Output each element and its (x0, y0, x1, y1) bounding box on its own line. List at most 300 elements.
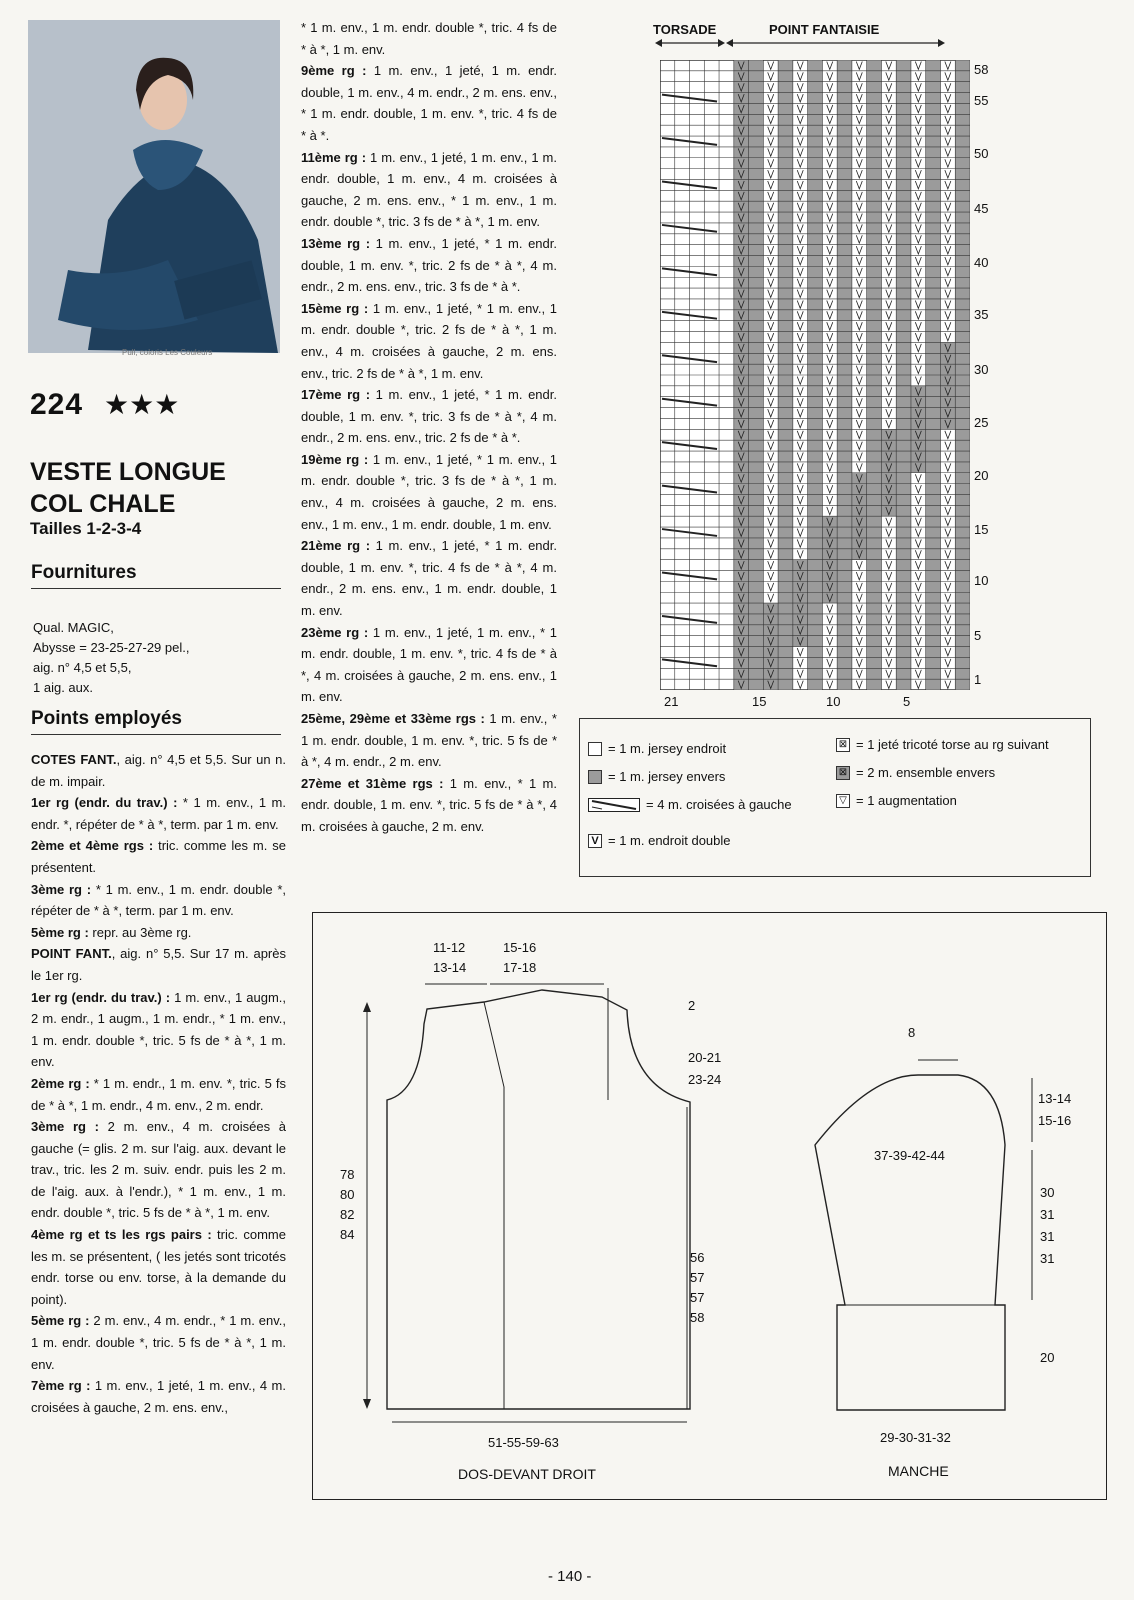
page-number: - 140 - (548, 1568, 592, 1585)
chart-cell-purl (926, 277, 941, 288)
chart-cell-purl (837, 147, 852, 158)
chart-cell-purl (867, 516, 882, 527)
chart-cell-purl (867, 505, 882, 516)
chart-cell-purl (896, 418, 911, 429)
chart-cell-purl (749, 71, 764, 82)
chart-cell-purl (808, 321, 823, 332)
chart-legend (579, 718, 1091, 877)
supplies-list (33, 618, 189, 698)
chart-cell-purl (867, 647, 882, 658)
chart-cell-purl (955, 342, 970, 353)
chart-cell-purl (896, 60, 911, 71)
chart-cell-purl (837, 353, 852, 364)
chart-cell-purl (867, 603, 882, 614)
chart-cell-purl (749, 625, 764, 636)
chart-cell-purl (867, 429, 882, 440)
col-label: 10 (826, 694, 841, 709)
chart-cell-purl (808, 277, 823, 288)
chart-cell-purl (749, 429, 764, 440)
chart-cell-purl (867, 614, 882, 625)
chart-cell-purl (778, 386, 793, 397)
chart-cell-purl (896, 451, 911, 462)
chart-cell-purl (749, 571, 764, 582)
chart-cell-purl (808, 538, 823, 549)
chart-cell-purl (926, 364, 941, 375)
chart-cell-purl (778, 266, 793, 277)
shoulder-width-2: 17-18 (503, 960, 537, 975)
chart-cell-purl (808, 190, 823, 201)
chart-cell-purl (896, 668, 911, 679)
chart-cell-purl (955, 223, 970, 234)
chart-cell-purl (867, 201, 882, 212)
chart-cell-purl (926, 494, 941, 505)
chart-cell-purl (896, 234, 911, 245)
chart-cell-purl (749, 473, 764, 484)
chart-cell-purl (867, 451, 882, 462)
chart-cell-purl (926, 147, 941, 158)
chart-cell-purl (749, 549, 764, 560)
instructions-column-2 (301, 17, 557, 838)
chart-cell-purl (749, 397, 764, 408)
chart-cell-purl (808, 668, 823, 679)
chart-cell-purl (837, 310, 852, 321)
chart-cell-purl (926, 657, 941, 668)
chart-cell-purl (837, 93, 852, 104)
row-label: 10 (974, 573, 989, 588)
chart-cell-purl (867, 560, 882, 571)
chart-cell-purl (926, 342, 941, 353)
chart-cell-purl (926, 462, 941, 473)
chart-cell-purl (749, 657, 764, 668)
chart-cell-purl (867, 418, 882, 429)
chart-cell-purl (926, 647, 941, 658)
chart-cell-purl (749, 190, 764, 201)
chart-cell-purl (926, 625, 941, 636)
chart-cell-purl (867, 636, 882, 647)
chart-cell-purl (955, 114, 970, 125)
chart-cell-purl (837, 212, 852, 223)
chart-cell-purl (955, 571, 970, 582)
chart-cell-purl (837, 494, 852, 505)
chart-cell-purl (808, 494, 823, 505)
chart-cell-purl (955, 636, 970, 647)
chart-cell-purl (926, 332, 941, 343)
chart-cell-purl (867, 332, 882, 343)
chart-cell-purl (926, 136, 941, 147)
chart-cell-purl (896, 484, 911, 495)
cable-cross-icon (588, 798, 640, 812)
chart-cell-purl (837, 125, 852, 136)
chart-cell-purl (867, 592, 882, 603)
chart-cell-purl (749, 288, 764, 299)
chart-cell-purl (867, 364, 882, 375)
supplies-line: Abysse = 23-25-27-29 pel., (33, 640, 190, 655)
chart-cell-purl (749, 538, 764, 549)
chart-cell-purl (808, 549, 823, 560)
chart-cell-purl (749, 505, 764, 516)
chart-cell-purl (837, 190, 852, 201)
chart-cell-purl (749, 375, 764, 386)
chart-cell-purl (778, 125, 793, 136)
total-height: 78 80 82 84 (340, 1167, 355, 1242)
chart-cell-purl (926, 223, 941, 234)
chart-cell-purl (778, 103, 793, 114)
chart-cell-purl (749, 494, 764, 505)
chart-cell-purl (749, 93, 764, 104)
chart-cell-purl (837, 603, 852, 614)
chart-cell-purl (896, 136, 911, 147)
chart-cell-purl (955, 125, 970, 136)
chart-cell-purl (837, 625, 852, 636)
chart-cell-purl (808, 201, 823, 212)
chart-cell-purl (778, 169, 793, 180)
chart-cell-purl (926, 484, 941, 495)
chart-cell-purl (837, 505, 852, 516)
chart-cell-purl (955, 549, 970, 560)
row-label: 35 (974, 307, 989, 322)
chart-cell-purl (926, 190, 941, 201)
chart-cell-purl (808, 158, 823, 169)
chart-cell-purl (926, 560, 941, 571)
chart-cell-purl (837, 408, 852, 419)
chart-cell-purl (926, 375, 941, 386)
armhole-height-2: 23-24 (688, 1072, 722, 1087)
chart-cell-purl (926, 93, 941, 104)
chart-cell-purl (778, 505, 793, 516)
row-label: 5 (974, 628, 982, 643)
col-label: 15 (752, 694, 767, 709)
chart-cell-purl (778, 147, 793, 158)
chart-cell-purl (955, 321, 970, 332)
chart-cell-purl (808, 657, 823, 668)
chart-cell-purl (749, 82, 764, 93)
chart-cell-purl (808, 299, 823, 310)
chart-cell-purl (808, 505, 823, 516)
chart-cell-purl (778, 179, 793, 190)
instruction-paragraph: 3ème rg : 2 m. env., 4 m. croisées à gauche (= glis. 2 m. sur l'aig. aux. devant le trav., tric. les 2 m. suiv. endr. puis les 2 m. de l'aig. aux. à l'endr.), * 1 m. env., 1 m. endr. double *, tric. 5 fs de * à *, 1 m. env. (31, 1119, 286, 1221)
chart-cell-purl (955, 473, 970, 484)
chart-cell-purl (778, 190, 793, 201)
chart-cell-purl (808, 484, 823, 495)
chart-cell-purl (955, 484, 970, 495)
chart-cell-purl (749, 353, 764, 364)
chart-cell-purl (749, 299, 764, 310)
chart-cell-purl (749, 332, 764, 343)
chart-cell-purl (896, 71, 911, 82)
chart-cell-purl (896, 299, 911, 310)
chart-cell-purl (926, 234, 941, 245)
chart-cell-purl (955, 538, 970, 549)
chart-cell-purl (926, 614, 941, 625)
chart-cell-purl (955, 603, 970, 614)
body-schematic (312, 912, 732, 1500)
supplies-heading: Fournitures (31, 562, 281, 589)
instruction-paragraph: 3ème rg : * 1 m. env., 1 m. endr. double *, répéter de * à *, term. par 1 m. env. (31, 881, 287, 919)
chart-cell-purl (837, 614, 852, 625)
chart-cell-purl (837, 657, 852, 668)
chart-cell-purl (749, 277, 764, 288)
chart-cell-purl (778, 560, 793, 571)
instruction-paragraph: 5ème rg : repr. au 3ème rg. (31, 924, 192, 940)
chart-cell-purl (896, 353, 911, 364)
instruction-paragraph: 23ème rg : 1 m. env., 1 jeté, 1 m. env., * 1 m. endr. double, 1 m. env. *, tric. 4 fs de * à *, 4 m. croisées à gauche, 2 m. ens. env., 1 m. env. (301, 624, 557, 705)
chart-cell-purl (749, 386, 764, 397)
sleeve-schematic-label: MANCHE (888, 1463, 949, 1479)
chart-cell-purl (778, 158, 793, 169)
model-photo (28, 20, 280, 353)
col-label: 5 (903, 694, 911, 709)
chart-cell-purl (955, 668, 970, 679)
chart-cell-purl (867, 266, 882, 277)
chart-cell-purl (808, 462, 823, 473)
chart-cell-purl (837, 179, 852, 190)
instruction-paragraph: 17ème rg : 1 m. env., 1 jeté, * 1 m. endr. double, 1 m. env. *, tric. 3 fs de * à *, 4 m. endr., 2 m. ens. env., tric. 2 fs de * à *. (301, 387, 557, 446)
chart-cell-purl (867, 494, 882, 505)
chart-cell-purl (867, 353, 882, 364)
chart-cell-purl (749, 234, 764, 245)
chart-cell-purl (867, 82, 882, 93)
chart-cell-purl (778, 625, 793, 636)
chart-cell-purl (808, 256, 823, 267)
supplies-line: 1 aig. aux. (33, 680, 93, 695)
supplies-line: aig. n° 4,5 et 5,5, (33, 660, 132, 675)
chart-cell-purl (896, 386, 911, 397)
chart-cell-purl (837, 397, 852, 408)
chart-cell-purl (926, 418, 941, 429)
chart-cell-purl (867, 136, 882, 147)
chart-cell-purl (955, 375, 970, 386)
chart-cell-purl (926, 538, 941, 549)
chart-cell-purl (867, 679, 882, 690)
chart-cell-purl (955, 201, 970, 212)
title-line-2: COL CHALE (30, 490, 176, 518)
chart-cell-purl (896, 538, 911, 549)
chart-cell-purl (896, 560, 911, 571)
chart-cell-purl (808, 82, 823, 93)
chart-cell-purl (778, 212, 793, 223)
chart-cell-purl (749, 147, 764, 158)
chart-cell-purl (837, 223, 852, 234)
chart-cell-purl (896, 125, 911, 136)
chart-cell-purl (808, 636, 823, 647)
chart-cell-purl (778, 201, 793, 212)
chart-cell-purl (896, 288, 911, 299)
chart-cell-purl (867, 147, 882, 158)
chart-cell-purl (867, 473, 882, 484)
chart-cell-purl (926, 158, 941, 169)
chart-cell-purl (955, 332, 970, 343)
chart-cell-purl (837, 429, 852, 440)
chart-cell-purl (955, 364, 970, 375)
instruction-paragraph: COTES FANT., aig. n° 4,5 et 5,5. Sur un n. de m. impair. (31, 752, 286, 789)
chart-cell-purl (926, 408, 941, 419)
chart-cell-purl (778, 603, 793, 614)
chart-cell-purl (778, 114, 793, 125)
chart-cell-purl (749, 114, 764, 125)
chart-cell-purl (778, 549, 793, 560)
chart-cell-purl (778, 473, 793, 484)
chart-cell-purl (808, 473, 823, 484)
chart-cell-purl (808, 353, 823, 364)
chart-cell-purl (837, 114, 852, 125)
chart-cell-purl (955, 657, 970, 668)
chart-cell-purl (808, 560, 823, 571)
chart-cell-purl (926, 581, 941, 592)
knit-square-icon (588, 742, 602, 756)
chart-cell-purl (749, 201, 764, 212)
chart-cell-purl (749, 592, 764, 603)
chart-cell-purl (955, 103, 970, 114)
chart-cell-purl (896, 169, 911, 180)
chart-cell-purl (808, 614, 823, 625)
chart-cell-purl (808, 408, 823, 419)
chart-cell-purl (955, 256, 970, 267)
stitches-heading: Points employés (31, 708, 281, 735)
model-photo-illustration (28, 20, 280, 353)
chart-cell-purl (896, 147, 911, 158)
chart-cell-purl (867, 342, 882, 353)
chart-cell-purl (778, 408, 793, 419)
chart-cell-purl (867, 245, 882, 256)
chart-cell-purl (926, 516, 941, 527)
chart-cell-purl (867, 179, 882, 190)
chart-cell-purl (896, 614, 911, 625)
chart-cell-purl (955, 386, 970, 397)
chart-cell-purl (837, 560, 852, 571)
chart-cell-purl (896, 603, 911, 614)
chart-cell-purl (926, 114, 941, 125)
chart-cell-purl (955, 462, 970, 473)
chart-cell-purl (837, 364, 852, 375)
chart-cell-purl (778, 136, 793, 147)
chart-cell-purl (837, 451, 852, 462)
chart-cell-purl (778, 668, 793, 679)
chart-cell-purl (837, 136, 852, 147)
chart-cell-purl (955, 179, 970, 190)
chart-cell-purl (808, 288, 823, 299)
chart-cell-purl (837, 288, 852, 299)
twisted-yarnover-icon: ⊠ (836, 738, 850, 752)
chart-cell-purl (955, 60, 970, 71)
chart-cell-purl (837, 266, 852, 277)
chart-cell-purl (926, 60, 941, 71)
chart-cell-purl (749, 679, 764, 690)
chart-cell-purl (749, 364, 764, 375)
chart-cell-purl (955, 266, 970, 277)
chart-cell-purl (749, 516, 764, 527)
instruction-paragraph: 27ème et 31ème rgs : 1 m. env., * 1 m. endr. double, 1 m. env. *, tric. 5 fs de * à *, 4 m. croisées à gauche, 2 m. env. (301, 775, 557, 834)
chart-cell-purl (837, 332, 852, 343)
row-label: 58 (974, 62, 989, 77)
chart-cell-purl (867, 549, 882, 560)
instruction-paragraph: 11ème rg : 1 m. env., 1 jeté, 1 m. env., 1 m. endr. double, 1 m. env., 4 m. croisées à gauche, 2 m. ens. env., * 1 m. env., 1 m. endr. double *, tric. 3 fs de * à *, 1 m. env. (301, 149, 557, 230)
chart-cell-purl (867, 256, 882, 267)
armhole-height-1: 20-21 (688, 1050, 722, 1065)
chart-cell-purl (808, 169, 823, 180)
sizes: Tailles 1-2-3-4 (30, 519, 142, 538)
chart-cell-purl (837, 647, 852, 658)
chart-cell-purl (896, 516, 911, 527)
chart-cell-purl (896, 592, 911, 603)
chart-cell-purl (778, 418, 793, 429)
chart-cell-purl (955, 592, 970, 603)
chart-cell-purl (778, 310, 793, 321)
chart-cell-purl (867, 668, 882, 679)
chart-cell-purl (837, 169, 852, 180)
chart-cell-purl (808, 114, 823, 125)
chart-cell-purl (867, 234, 882, 245)
chart-cell-purl (896, 429, 911, 440)
chart-cell-purl (749, 451, 764, 462)
chart-cell-purl (955, 299, 970, 310)
chart-cell-purl (926, 288, 941, 299)
chart-cell-purl (749, 527, 764, 538)
chart-cell-purl (926, 397, 941, 408)
shoulder-width-1: 15-16 (503, 940, 537, 955)
chart-cell-purl (926, 473, 941, 484)
chart-cell-purl (896, 527, 911, 538)
chart-cell-purl (896, 223, 911, 234)
chart-cell-purl (778, 364, 793, 375)
chart-cell-purl (808, 418, 823, 429)
chart-cell-purl (955, 560, 970, 571)
instruction-paragraph: 1er rg (endr. du trav.) : * 1 m. env., 1 m. endr. *, répéter de * à *, term. par 1 m. env. (31, 795, 286, 832)
title-line-1: VESTE LONGUE (30, 458, 226, 486)
chart-cell-purl (837, 158, 852, 169)
chart-cell-purl (808, 375, 823, 386)
chart-cell-purl (926, 505, 941, 516)
chart-cell-purl (955, 190, 970, 201)
chart-cell-purl (808, 679, 823, 690)
chart-cell-purl (926, 125, 941, 136)
chart-cell-purl (867, 299, 882, 310)
chart-cell-purl (867, 212, 882, 223)
chart-cell-purl (955, 310, 970, 321)
torsade-label: TORSADE (653, 22, 717, 37)
difficulty-stars: ★★★ (104, 389, 180, 420)
chart-cell-purl (926, 201, 941, 212)
chart-cell-purl (896, 245, 911, 256)
purl-square-icon (588, 770, 602, 784)
chart-cell-purl (896, 190, 911, 201)
chart-cell-purl (778, 462, 793, 473)
chart-cell-purl (749, 136, 764, 147)
chart-cell-purl (808, 527, 823, 538)
chart-cell-purl (837, 103, 852, 114)
sleeve-cap-height-2: 15-16 (1038, 1113, 1072, 1128)
chart-cell-purl (867, 538, 882, 549)
chart-cell-purl (955, 288, 970, 299)
chart-cell-purl (926, 321, 941, 332)
chart-cell-purl (749, 179, 764, 190)
chart-cell-purl (955, 647, 970, 658)
sleeve-bottom-width: 29-30-31-32 (880, 1430, 951, 1445)
body-width: 51-55-59-63 (488, 1435, 559, 1450)
chart-cell-purl (896, 625, 911, 636)
chart-cell-purl (778, 93, 793, 104)
chart-cell-purl (896, 581, 911, 592)
chart-cell-purl (837, 418, 852, 429)
legend-item: V = 1 m. endroit double (588, 833, 731, 848)
chart-cell-purl (896, 494, 911, 505)
chart-cell-purl (926, 82, 941, 93)
chart-cell-purl (955, 527, 970, 538)
pattern-number: 224 (30, 388, 84, 421)
chart-cell-purl (867, 158, 882, 169)
chart-cell-purl (778, 277, 793, 288)
instruction-paragraph: 1er rg (endr. du trav.) : 1 m. env., 1 augm., 2 m. endr., 1 augm., 1 m. endr., * 1 m. env., 1 m. endr. double *, tric. 5 fs de * à *, 1 m. env. (31, 989, 286, 1070)
chart-cell-purl (955, 418, 970, 429)
